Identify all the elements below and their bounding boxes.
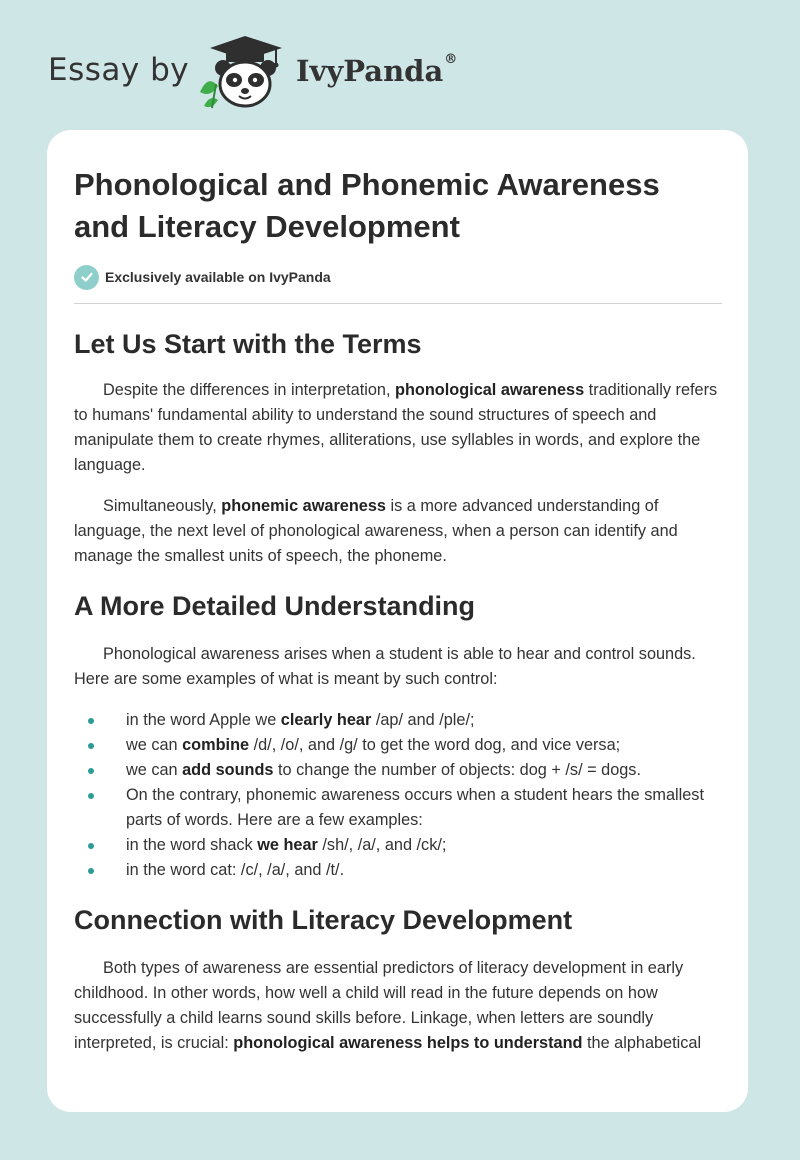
essay-body [74,326,722,1056]
examples-list [74,708,722,883]
brand-name-text: IvyPanda [296,54,444,88]
section-heading: Connection with Literacy Development [74,905,573,935]
list-item [74,783,722,833]
bullet-icon [88,768,94,774]
list-text: we can [126,761,183,779]
list-bold: clearly hear [280,711,372,729]
paragraph [74,494,722,569]
bullet-icon [88,843,94,849]
paragraph-bold: phonemic awareness [221,497,386,515]
paragraph-bold: phonological awareness helps to understand [233,1034,583,1052]
list-text: /sh/, /a/, and /ck/; [317,836,447,854]
paragraph: Phonological awareness arises when a student is able to hear and control sounds. Here are some examples of what is meant by such control: [74,645,696,688]
bullet-icon [88,868,94,874]
check-icon [74,265,99,290]
bullet-icon [88,793,94,799]
list-text: /d/, /o/, and /g/ to get the word dog, and vice versa; [249,736,621,754]
bullet-icon [88,718,94,724]
brand-prefix: Essay by [48,52,190,88]
list-item [74,733,722,758]
essay-title: Phonological and Phonemic Awareness and Literacy Development [74,167,660,244]
site-header [0,0,800,130]
paragraph-text: traditionally refers to humans' fundamental ability to understand the sound structures of speech and manipulate them to create rhymes, alliterations, use syllables in words, and explore the language. [74,381,718,474]
bullet-icon [88,743,94,749]
list-text: in the word shack [126,836,258,854]
section-heading: Let Us Start with the Terms [74,329,422,359]
paragraph-text: Both types of awareness are essential predictors of literacy development in early childhood. In other words, how well a child will read in the future depends on how successfully a child learns sound skills before. Linkage, when letters are soundly interpreted, is crucial: [74,959,684,1052]
list-text: /ap/ and /ple/; [371,711,475,729]
list-item [74,758,722,783]
paragraph-text: is a more advanced understanding of language, the next level of phonological awareness, when a person can identify and manage the smallest units of speech, the phoneme. [74,497,678,565]
badge-text: Exclusively available on IvyPanda [105,269,331,285]
paragraph [74,956,722,1056]
exclusive-badge [74,264,331,290]
list-text: in the word cat: /c/, /a/, and /t/. [126,861,345,879]
registered-mark: ® [444,52,458,67]
paragraph [74,378,722,478]
paragraph-bold: phonological awareness [395,381,585,399]
list-text: On the contrary, phonemic awareness occurs when a student hears the smallest parts of words. Here are a few examples: [126,786,704,829]
paragraph-text: the alphabetical [582,1034,702,1052]
section-heading: A More Detailed Understanding [74,591,476,621]
paragraph-text: Despite the differences in interpretation, [103,381,396,399]
panda-graduate-icon[interactable] [196,34,294,110]
list-text: we can [126,736,183,754]
list-text: in the word Apple we [126,711,281,729]
list-text: to change the number of objects: dog + /s/ = dogs. [273,761,641,779]
list-bold: we hear [257,836,318,854]
brand-name[interactable] [296,54,457,88]
list-bold: add sounds [182,761,274,779]
list-bold: combine [182,736,250,754]
paragraph-text: Simultaneously, [103,497,222,515]
list-item [74,858,722,883]
list-item [74,708,722,733]
essay-card [47,130,748,1112]
title-divider [74,303,722,304]
list-item [74,833,722,858]
